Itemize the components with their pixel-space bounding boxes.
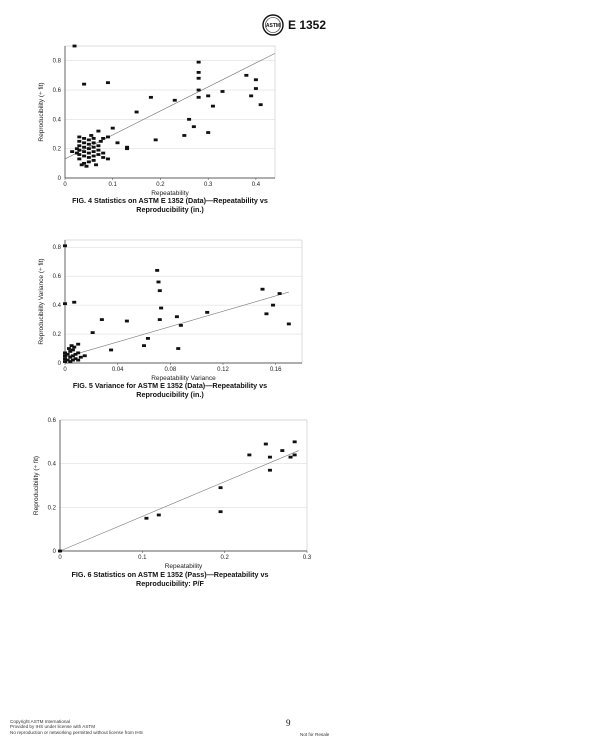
data-point [82,137,86,140]
figure-4-caption-line1: FIG. 4 Statistics on ASTM E 1352 (Data)—Repeatability vs [72,196,268,205]
y-tick-label: 0.6 [52,274,61,281]
y-tick-label: 0.2 [52,146,61,153]
data-point [79,356,83,359]
data-point [287,323,291,326]
data-point [271,304,275,307]
data-point [91,331,95,334]
data-point [125,147,129,150]
data-point [92,155,96,158]
data-point [84,165,88,168]
data-point [146,337,150,340]
data-point [264,312,268,315]
data-point [206,131,210,134]
data-point [96,153,100,156]
astm-logo-icon [262,14,284,36]
figure-4-caption [30,196,310,214]
data-point [221,90,225,93]
data-point [92,137,96,140]
data-point [89,134,93,137]
trend-line [60,451,299,551]
data-point [197,61,201,64]
document-id: E 1352 [288,18,327,32]
page-header [262,14,326,36]
data-point [259,103,263,106]
figure-4-caption-line2: Reproducibility (in.) [136,205,204,214]
figure-6-chart [30,414,312,574]
y-tick-label: 0.4 [47,461,56,468]
data-point [254,87,258,90]
y-tick-label: 0 [57,361,61,367]
footer-line: Provided by IHS under license with ASTM [10,724,96,730]
data-point [249,94,253,97]
data-point [63,244,67,247]
data-point [197,71,201,74]
figure-5-caption [30,381,310,399]
footer-line: Copyright ASTM International [10,719,71,724]
data-point [82,141,86,144]
data-point [176,347,180,350]
y-tick-label: 0.6 [47,418,56,424]
x-tick-label: 0 [63,367,67,373]
x-tick-label: 0.3 [302,555,312,561]
data-point [67,347,71,350]
data-point [77,136,81,139]
data-point [92,159,96,162]
data-point [94,163,98,166]
data-point [66,353,70,356]
data-point [158,318,162,321]
x-tick-label: 0.1 [108,182,117,188]
data-point [182,134,186,137]
data-point [254,78,258,81]
data-point [293,440,297,443]
data-point [192,125,196,128]
x-tick-label: 0.4 [251,182,261,188]
data-point [142,344,146,347]
data-point [87,156,91,159]
y-tick-label: 0.4 [52,117,61,124]
x-tick-label: 0.16 [269,367,282,373]
data-point [87,160,91,163]
data-point [289,456,293,459]
x-tick-label: 0 [58,555,62,561]
y-tick-label: 0.2 [47,505,56,512]
data-point [101,156,105,159]
data-point [82,155,86,158]
data-point [72,346,76,349]
data-point [293,454,297,457]
data-point [92,146,96,149]
y-tick-label: 0 [52,549,56,555]
data-point [63,302,67,305]
data-point [280,449,284,452]
data-point [144,517,148,520]
data-point [75,147,79,150]
y-tick-label: 0 [57,176,61,182]
data-point [158,289,162,292]
data-point [76,343,80,346]
y-axis-label: Reproducibility (÷ fit) [38,82,45,142]
data-point [76,359,80,362]
x-tick-label: 0.08 [164,367,177,373]
x-axis-label: Repeatability [151,190,189,197]
data-point [135,111,139,114]
x-tick-label: 0 [63,182,67,188]
data-point [219,510,223,513]
data-point [87,138,91,141]
figure-6-caption-line2: Reproducibility: P/F [136,579,204,588]
x-axis-label: Repeatability [164,563,203,570]
data-point [75,152,79,155]
data-point [154,138,158,141]
figure-6-caption-line1: FIG. 6 Statistics on ASTM E 1352 (Pass)—Repeatability vs [71,570,269,579]
x-tick-label: 0.2 [220,555,229,561]
svg-text:ASTM: ASTM [265,23,281,29]
data-point [268,469,272,472]
data-point [71,349,75,352]
page-number: 9 [286,718,291,728]
data-point [72,301,76,304]
y-tick-label: 0.8 [52,58,61,65]
data-point [247,454,251,457]
data-point [92,141,96,144]
data-point [82,83,86,86]
data-point [77,158,81,161]
data-point [205,311,209,314]
data-point [261,288,265,291]
data-point [77,140,81,143]
data-point [156,281,160,284]
plot-frame [65,46,275,178]
y-axis-label: Reproducibility (÷ fit) [33,455,40,516]
data-point [206,94,210,97]
data-point [179,324,183,327]
data-point [58,550,62,553]
x-axis-label: Repeatability Variance [151,375,216,382]
data-point [99,140,103,143]
data-point [101,152,105,155]
data-point [149,96,153,99]
y-tick-label: 0.8 [52,245,61,252]
data-point [187,118,191,121]
data-point [80,163,84,166]
data-point [82,146,86,149]
data-point [106,158,110,161]
y-axis-label: Reproducibility Variance (÷ fit) [38,258,45,345]
x-tick-label: 0.3 [204,182,213,188]
x-tick-label: 0.04 [111,367,124,373]
data-point [101,137,105,140]
data-point [87,143,91,146]
data-point [264,443,268,446]
data-point [125,320,129,323]
data-point [87,147,91,150]
data-point [73,45,77,48]
data-point [211,105,215,108]
data-point [244,74,248,77]
data-point [76,351,80,354]
x-tick-label: 0.2 [156,182,165,188]
x-tick-label: 0.12 [217,367,229,373]
y-tick-label: 0.2 [52,332,61,339]
not-for-resale-note: Not for Resale [300,732,330,737]
data-point [82,150,86,153]
data-point [96,149,100,152]
figure-4-chart [30,38,290,203]
figure-5-caption-line1: FIG. 5 Variance for ASTM E 1352 (Data)—Repeatability vs [72,381,268,390]
figure-5-chart [30,232,290,382]
copyright-footer [10,719,143,735]
figure-5-caption-line2: Reproducibility (in.) [136,390,204,399]
data-point [197,77,201,80]
data-point [157,514,161,517]
plot-frame [65,240,302,363]
data-point [175,315,179,318]
data-point [83,354,87,357]
data-point [111,127,115,130]
figure-6-caption [30,570,310,588]
data-point [96,130,100,133]
data-point [268,456,272,459]
data-point [106,136,110,139]
data-point [197,96,201,99]
data-point [197,89,201,92]
trend-line [65,53,275,159]
data-point [106,81,110,84]
x-tick-label: 0.1 [138,555,147,561]
footer-line: No reproduction or networking permitted without license from IHS [10,729,143,735]
data-point [109,349,113,352]
data-point [77,144,81,147]
data-point [173,99,177,102]
data-point [155,269,159,272]
data-point [278,292,282,295]
plot-frame [60,420,307,551]
data-point [100,318,104,321]
data-point [116,141,120,144]
data-point [92,150,96,153]
y-tick-label: 0.6 [52,88,61,94]
data-point [70,150,74,153]
data-point [219,486,223,489]
data-point [96,144,100,147]
data-point [87,152,91,155]
y-tick-label: 0.4 [52,303,61,310]
data-point [159,307,163,310]
